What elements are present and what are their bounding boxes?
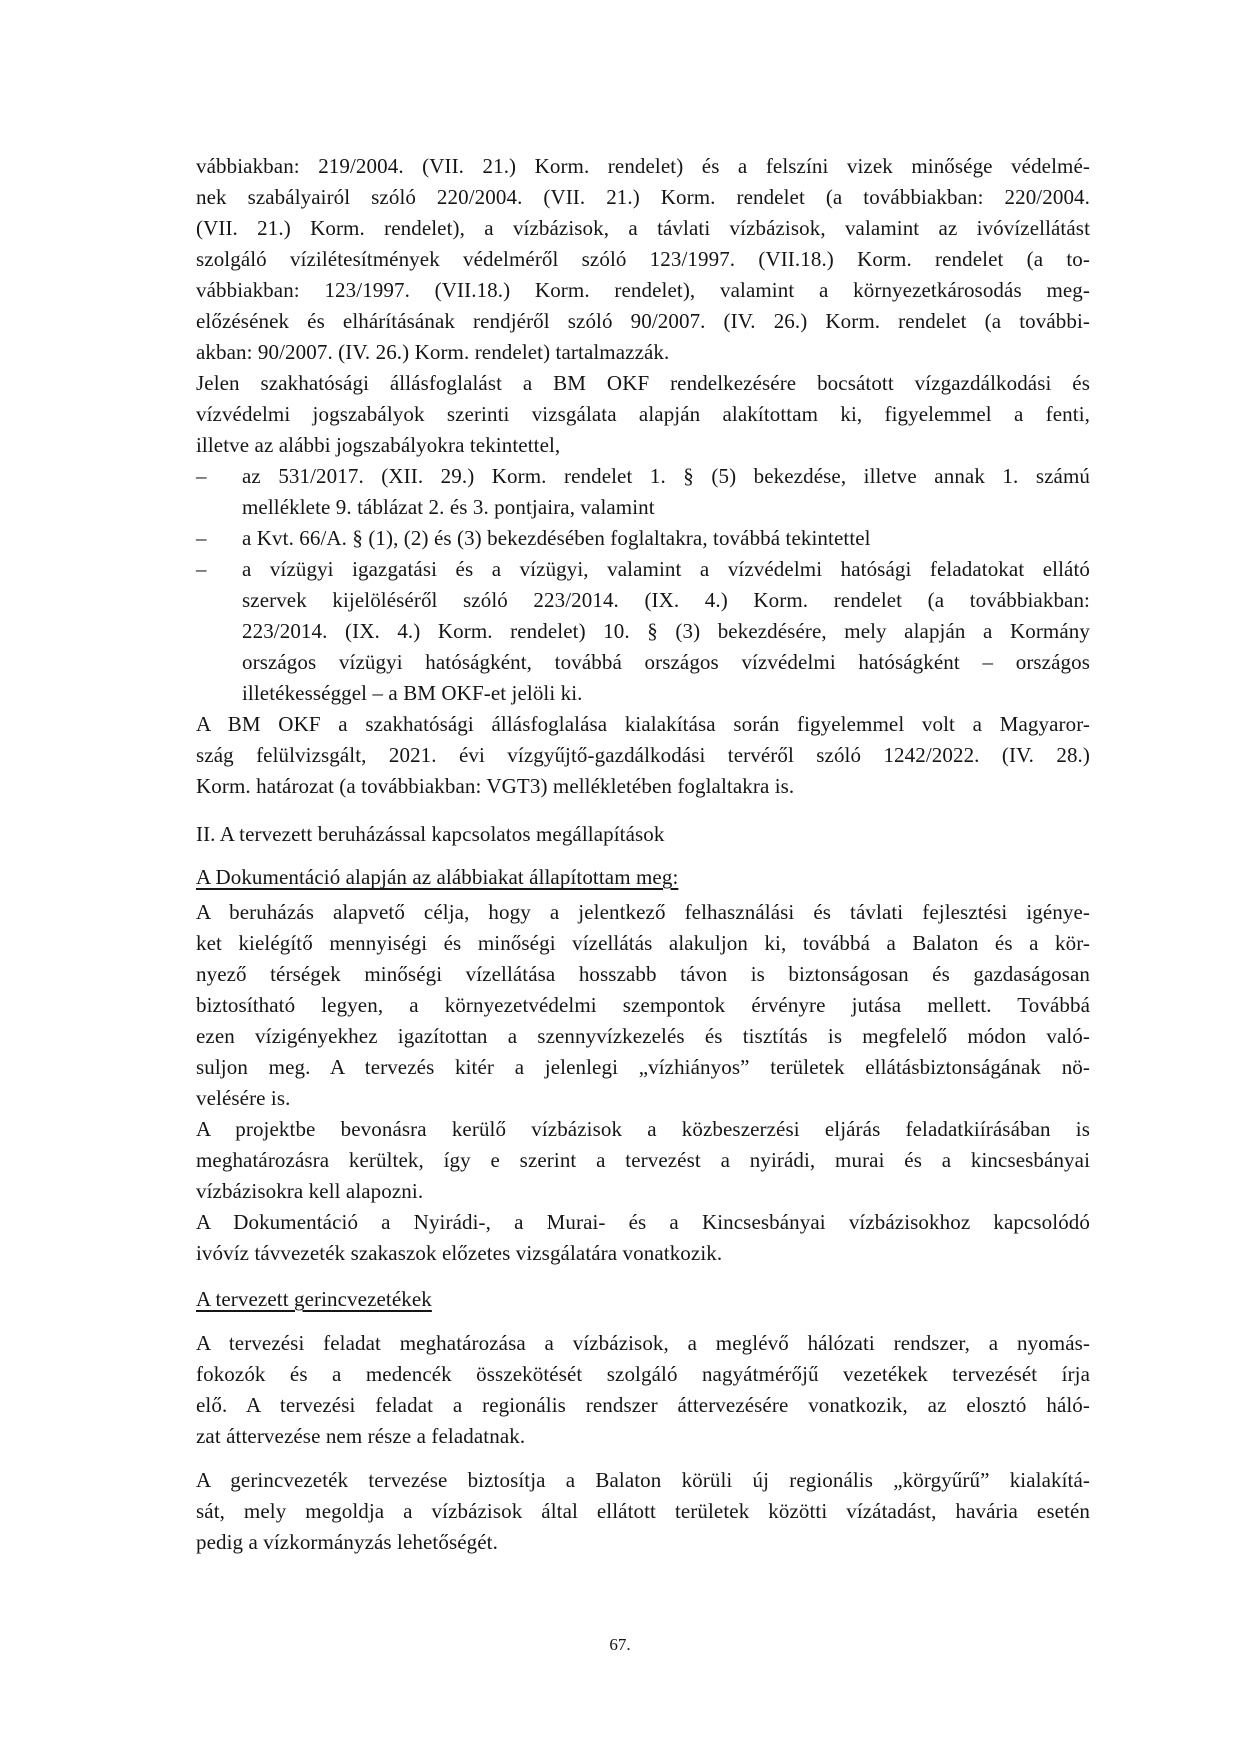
page-number: 67.	[609, 1635, 631, 1654]
paragraph-regulations	[196, 151, 1090, 368]
text-line: fokozók és a medencék összekötését szolgáló nagyátmérőjű vezetékek tervezését írja	[196, 1362, 1090, 1386]
bullet-dash-icon: –	[196, 557, 207, 581]
list-item	[196, 461, 1090, 523]
text-line: Jelen szakhatósági állásfoglalást a BM OKF rendelkezésére bocsátott vízgazdálkodási és	[196, 371, 1090, 395]
text-line: ket kielégítő mennyiségi és minőségi vízellátás alakuljon ki, továbbá a Balaton és a kör-	[196, 931, 1090, 955]
text-line: A projektbe bevonásra kerülő vízbázisok a közbeszerzési eljárás feladatkiírásában is	[196, 1117, 1090, 1141]
text-line: suljon meg. A tervezés kitér a jelenlegi „vízhiányos” területek ellátásbiztonságának nö-	[196, 1055, 1090, 1079]
list-item-text: országos vízügyi hatóságként, továbbá országos vízvédelmi hatóságként – országos	[242, 650, 1090, 674]
text-line	[196, 554, 1090, 585]
list-item	[196, 554, 1090, 709]
list-item-text: a vízügyi igazgatási és a vízügyi, valamint a vízvédelmi hatósági feladatokat ellátó	[242, 557, 1090, 581]
text-line: illetve az alábbi jogszabályokra tekintettel,	[196, 433, 561, 457]
bullet-dash-icon: –	[196, 526, 207, 550]
paragraph-project	[196, 1114, 1090, 1207]
paragraph-goal	[196, 897, 1090, 1114]
text-line: A tervezési feladat meghatározása a vízbázisok, a meglévő hálózati rendszer, a nyomás-	[196, 1331, 1090, 1355]
text-line: ivóvíz távvezeték szakaszok előzetes vizsgálatára vonatkozik.	[196, 1241, 723, 1265]
paragraph-vgt	[196, 709, 1090, 802]
list-item-text: a Kvt. 66/A. § (1), (2) és (3) bekezdésében foglaltakra, továbbá tekintettel	[242, 526, 871, 550]
list-item	[196, 523, 1090, 554]
text-line: (VII. 21.) Korm. rendelet), a vízbázisok, a távlati vízbázisok, valamint az ivóvízellátást	[196, 216, 1090, 240]
text-line: vízbázisokra kell alapozni.	[196, 1179, 424, 1203]
text-line: A BM OKF a szakhatósági állásfoglalása kialakítása során figyelemmel volt a Magyaror-	[196, 712, 1090, 736]
list-item-text: melléklete 9. táblázat 2. és 3. pontjaira, valamint	[242, 495, 655, 519]
text-line: sát, mely megoldja a vízbázisok által ellátott területek közötti vízátadást, havária esetén	[196, 1499, 1090, 1523]
text-line: nek szabályairól szóló 220/2004. (VII. 21.) Korm. rendelet (a továbbiakban: 220/2004.	[196, 185, 1090, 209]
text-line: elő. A tervezési feladat a regionális rendszer áttervezésére vonatkozik, az elosztó háló-	[196, 1393, 1090, 1417]
text-line	[196, 492, 1090, 523]
text-line: vábbiakban: 123/1997. (VII.18.) Korm. rendelet), valamint a környezetkárosodás meg-	[196, 278, 1090, 302]
text-line: ezen vízigényekhez igazítottan a szennyvízkezelés és tisztítás is megfelelő módon való-	[196, 1024, 1090, 1048]
paragraph-docscope	[196, 1207, 1090, 1269]
text-line	[196, 616, 1090, 647]
text-line	[196, 523, 1090, 554]
text-line: előzésének és elhárításának rendjéről szóló 90/2007. (IV. 26.) Korm. rendelet (a további-	[196, 309, 1090, 333]
text-line: A beruházás alapvető célja, hogy a jelentkező felhasználási és távlati fejlesztési igénye-	[196, 900, 1090, 924]
text-line: szolgáló vízilétesítmények védelméről szóló 123/1997. (VII.18.) Korm. rendelet (a to-	[196, 247, 1090, 271]
subheading-findings: A Dokumentáció alapján az alábbiakat állapítottam meg:	[196, 865, 679, 889]
list-item-text: 223/2014. (IX. 4.) Korm. rendelet) 10. § (3) bekezdésére, mely alapján a Kormány	[242, 619, 1090, 643]
text-line: A Dokumentáció a Nyirádi-, a Murai- és a Kincsesbányai vízbázisokhoz kapcsolódó	[196, 1210, 1090, 1234]
text-line: akban: 90/2007. (IV. 26.) Korm. rendelet) tartalmazzák.	[196, 340, 670, 364]
list-item-text: illetékességgel – a BM OKF-et jelöli ki.	[242, 681, 583, 705]
text-line: pedig a vízkormányzás lehetőségét.	[196, 1530, 498, 1554]
text-line: vízvédelmi jogszabályok szerinti vizsgálata alapján alakítottam ki, figyelemmel a fenti,	[196, 402, 1090, 426]
list-item-text: az 531/2017. (XII. 29.) Korm. rendelet 1. § (5) bekezdése, illetve annak 1. számú	[242, 464, 1090, 488]
bullet-dash-icon: –	[196, 464, 207, 488]
text-line: Korm. határozat (a továbbiakban: VGT3) mellékletében foglaltakra is.	[196, 774, 795, 798]
paragraph-ring	[196, 1465, 1090, 1558]
paragraph-designtask	[196, 1328, 1090, 1452]
paragraph-basis	[196, 368, 1090, 461]
text-line	[196, 585, 1090, 616]
list-item-text: szervek kijelöléséről szóló 223/2014. (IX. 4.) Korm. rendelet (a továbbiakban:	[242, 588, 1090, 612]
text-line	[196, 647, 1090, 678]
text-line: zat áttervezése nem része a feladatnak.	[196, 1424, 526, 1448]
text-line: vábbiakban: 219/2004. (VII. 21.) Korm. rendelet) és a felszíni vizek minősége védelmé-	[196, 154, 1090, 178]
text-line: szág felülvizsgált, 2021. évi vízgyűjtő-gazdálkodási tervéről szóló 1242/2022. (IV. 28.)	[196, 743, 1090, 767]
text-line: nyező térségek minőségi vízellátása hosszabb távon is biztonságosan és gazdaságosan	[196, 962, 1090, 986]
text-line: velésére is.	[196, 1086, 291, 1110]
document-content	[196, 151, 1090, 1558]
text-line: meghatározásra kerültek, így e szerint a tervezést a nyirádi, murai és a kincsesbányai	[196, 1148, 1090, 1172]
section-heading: II. A tervezett beruházással kapcsolatos megállapítások	[196, 822, 665, 846]
subheading-mains: A tervezett gerincvezetékek	[196, 1287, 432, 1311]
text-line: biztosítható legyen, a környezetvédelmi szempontok érvényre jutása mellett. Továbbá	[196, 993, 1090, 1017]
text-line	[196, 461, 1090, 492]
text-line: A gerincvezeték tervezése biztosítja a Balaton körüli új regionális „körgyűrű” kialakítá-	[196, 1468, 1090, 1492]
text-line	[196, 678, 1090, 709]
